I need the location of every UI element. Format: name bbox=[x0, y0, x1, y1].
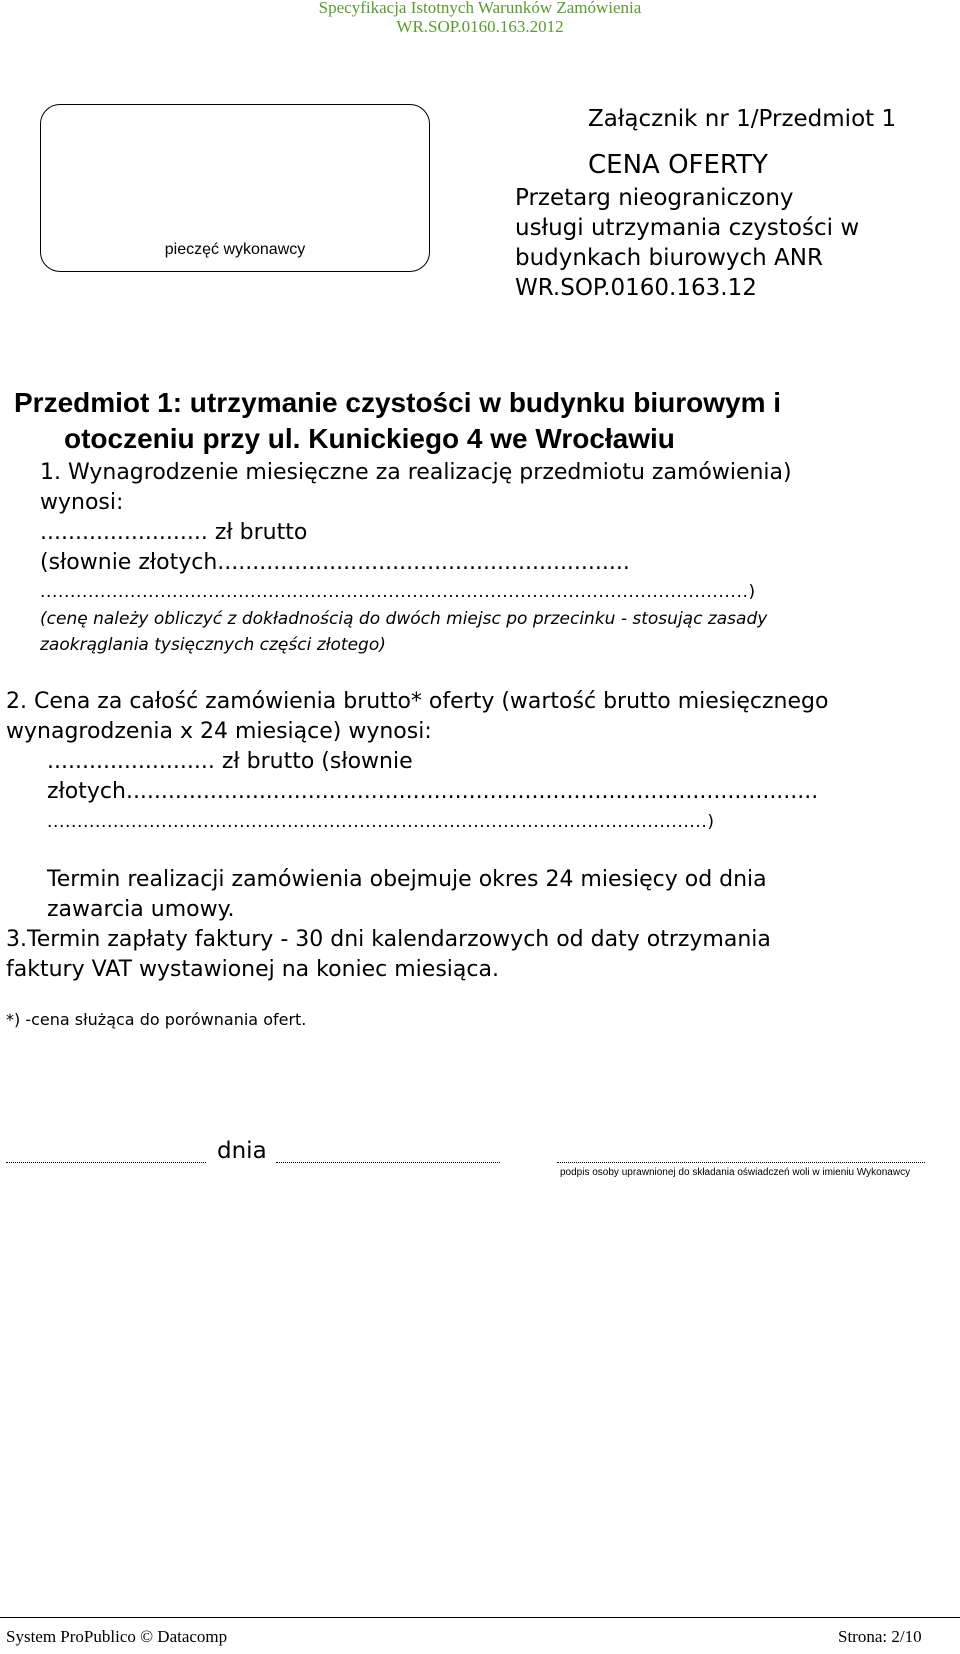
footer-left: System ProPublico © Datacomp bbox=[6, 1627, 228, 1646]
item3-line-2: faktury VAT wystawionej na koniec miesiąca. bbox=[6, 957, 499, 982]
stamp-label: pieczęć wykonawcy bbox=[164, 241, 306, 258]
item2-line-2: wynagrodzenia x 24 miesiące) wynosi: bbox=[6, 719, 432, 744]
date-word: dnia bbox=[217, 1138, 267, 1164]
item2-line-1: 2. Cena za całość zamówienia brutto* oferty (wartość brutto miesięcznego bbox=[6, 689, 829, 714]
offer-line-4: WR.SOP.0160.163.12 bbox=[515, 275, 757, 301]
subject-line-2: otoczeniu przy ul. Kunickiego 4 we Wrocławiu bbox=[64, 423, 675, 454]
offer-line-2: usługi utrzymania czystości w bbox=[515, 215, 860, 241]
offer-line-3: budynkach biurowych ANR bbox=[515, 245, 823, 271]
subject-line-1: Przedmiot 1: utrzymanie czystości w budynku biurowym i bbox=[14, 387, 782, 418]
stamp-box bbox=[40, 104, 430, 272]
item1-words-start: (słownie złotych........................................................... bbox=[40, 550, 630, 575]
place-dotted-line bbox=[6, 1162, 206, 1163]
item1-note-1: (cenę należy obliczyć z dokładnością do dwóch miejsc po przecinku - stosując zasady bbox=[40, 609, 768, 629]
term-line-1: Termin realizacji zamówienia obejmuje okres 24 miesięcy od dnia bbox=[47, 867, 767, 892]
item1-amount: ........................ zł brutto bbox=[40, 520, 308, 545]
term-line-2: zawarcia umowy. bbox=[47, 897, 235, 922]
item1-line-1: 1. Wynagrodzenie miesięczne za realizację przedmiotu zamówienia) bbox=[40, 460, 792, 485]
attachment-label: Załącznik nr 1/Przedmiot 1 bbox=[588, 106, 897, 132]
header-reference: WR.SOP.0160.163.2012 bbox=[396, 17, 564, 36]
item1-line-2: wynosi: bbox=[40, 490, 124, 515]
item2-words-start: złotych................................................................................................... bbox=[47, 779, 819, 804]
offer-title: CENA OFERTY bbox=[588, 150, 768, 180]
item3-line-1: 3.Termin zapłaty faktury - 30 dni kalendarzowych od daty otrzymania bbox=[6, 927, 771, 952]
item1-note-2: zaokrąglania tysięcznych części złotego) bbox=[40, 635, 386, 655]
date-dotted-line bbox=[276, 1162, 500, 1163]
footer-rule bbox=[0, 1617, 960, 1618]
signature-label: podpis osoby uprawnionej do składania oświadczeń woli w imieniu Wykonawcy bbox=[560, 1167, 911, 1178]
item2-words-end: ..............................................................................................................) bbox=[47, 812, 715, 832]
offer-line-1: Przetarg nieograniczony bbox=[515, 185, 794, 211]
item2-amount: ........................ zł brutto (słownie bbox=[47, 749, 413, 774]
header-title: Specyfikacja Istotnych Warunków Zamówienia bbox=[318, 0, 642, 17]
footer-page-number: Strona: 2/10 bbox=[838, 1627, 922, 1646]
signature-dotted-line bbox=[557, 1162, 925, 1163]
footnote: *) -cena służąca do porównania ofert. bbox=[6, 1010, 307, 1029]
item1-words-end: ......................................................................................................................) bbox=[40, 582, 756, 602]
